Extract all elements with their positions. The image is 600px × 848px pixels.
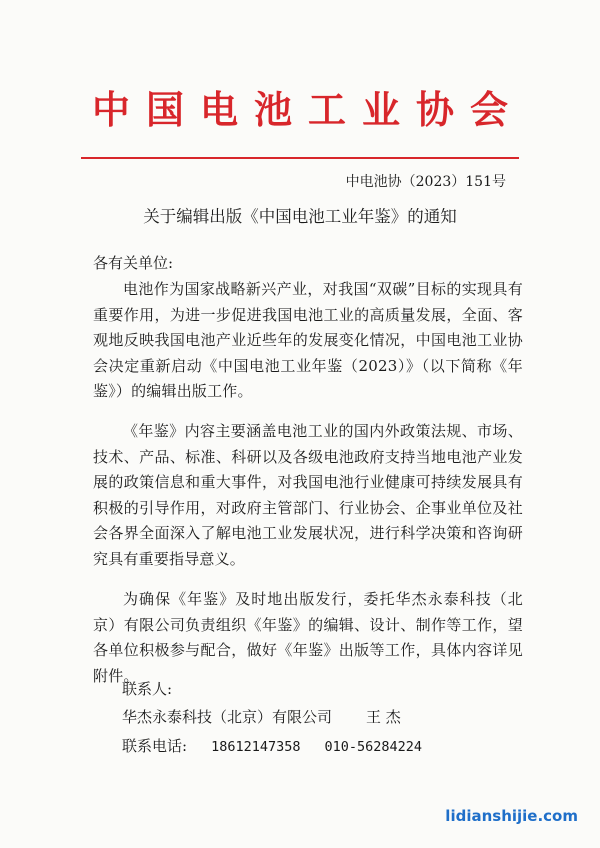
body-paragraph-1: 电池作为国家战略新兴产业，对我国“双碳”目标的实现具有重要作用，为进一步促进我国电池工业的高质量发展，全面、客观地反映我国电池产业近些年的发展变化情况，中国电池工业协会决定重新启动《中国电池工业年鉴（2023）》（以下简称《年鉴》）的编辑出版工作。 [93, 280, 523, 400]
notice-title: 关于编辑出版《中国电池工业年鉴》的通知 [143, 207, 457, 226]
body-paragraph-2: 《年鉴》内容主要涵盖电池工业的国内外政策法规、市场、技术、产品、标准、科研以及各级电池政府支持当地电池产业发展的政策信息和重大事件，对我国电池行业健康可持续发展具有积极的引导作用，对政府主管部门、行业协会、企事业单位及社会各界全面深入了解电池工业发展状况，进行科学决策和咨询研究具有重要指导意义。 [93, 422, 523, 568]
letterhead-organization-name: 中国电池工业协会 [91, 87, 524, 132]
contact-phone-row [122, 735, 422, 758]
contact-company-row [122, 706, 401, 728]
salutation: 各有关单位: [93, 254, 174, 272]
contact-company: 华杰永泰科技（北京）有限公司 [122, 708, 333, 726]
contact-person: 王 杰 [366, 708, 401, 726]
contact-phone-label: 联系电话: [122, 737, 188, 755]
letterhead-red-divider [81, 157, 519, 159]
site-watermark: lidianshijie.com [445, 807, 578, 825]
document-number: 中电池协（2023）151号 [345, 174, 506, 190]
contact-phone-office: 010-56284224 [324, 739, 423, 755]
body-paragraph-3: 为确保《年鉴》及时地出版发行，委托华杰永泰科技（北京）有限公司负责组织《年鉴》的编辑、设计、制作等工作，望各单位积极参与配合，做好《年鉴》出版等工作，具体内容详见附件。 [93, 590, 523, 685]
contact-label: 联系人: [122, 680, 173, 698]
contact-phone-mobile: 18612147358 [211, 739, 301, 755]
